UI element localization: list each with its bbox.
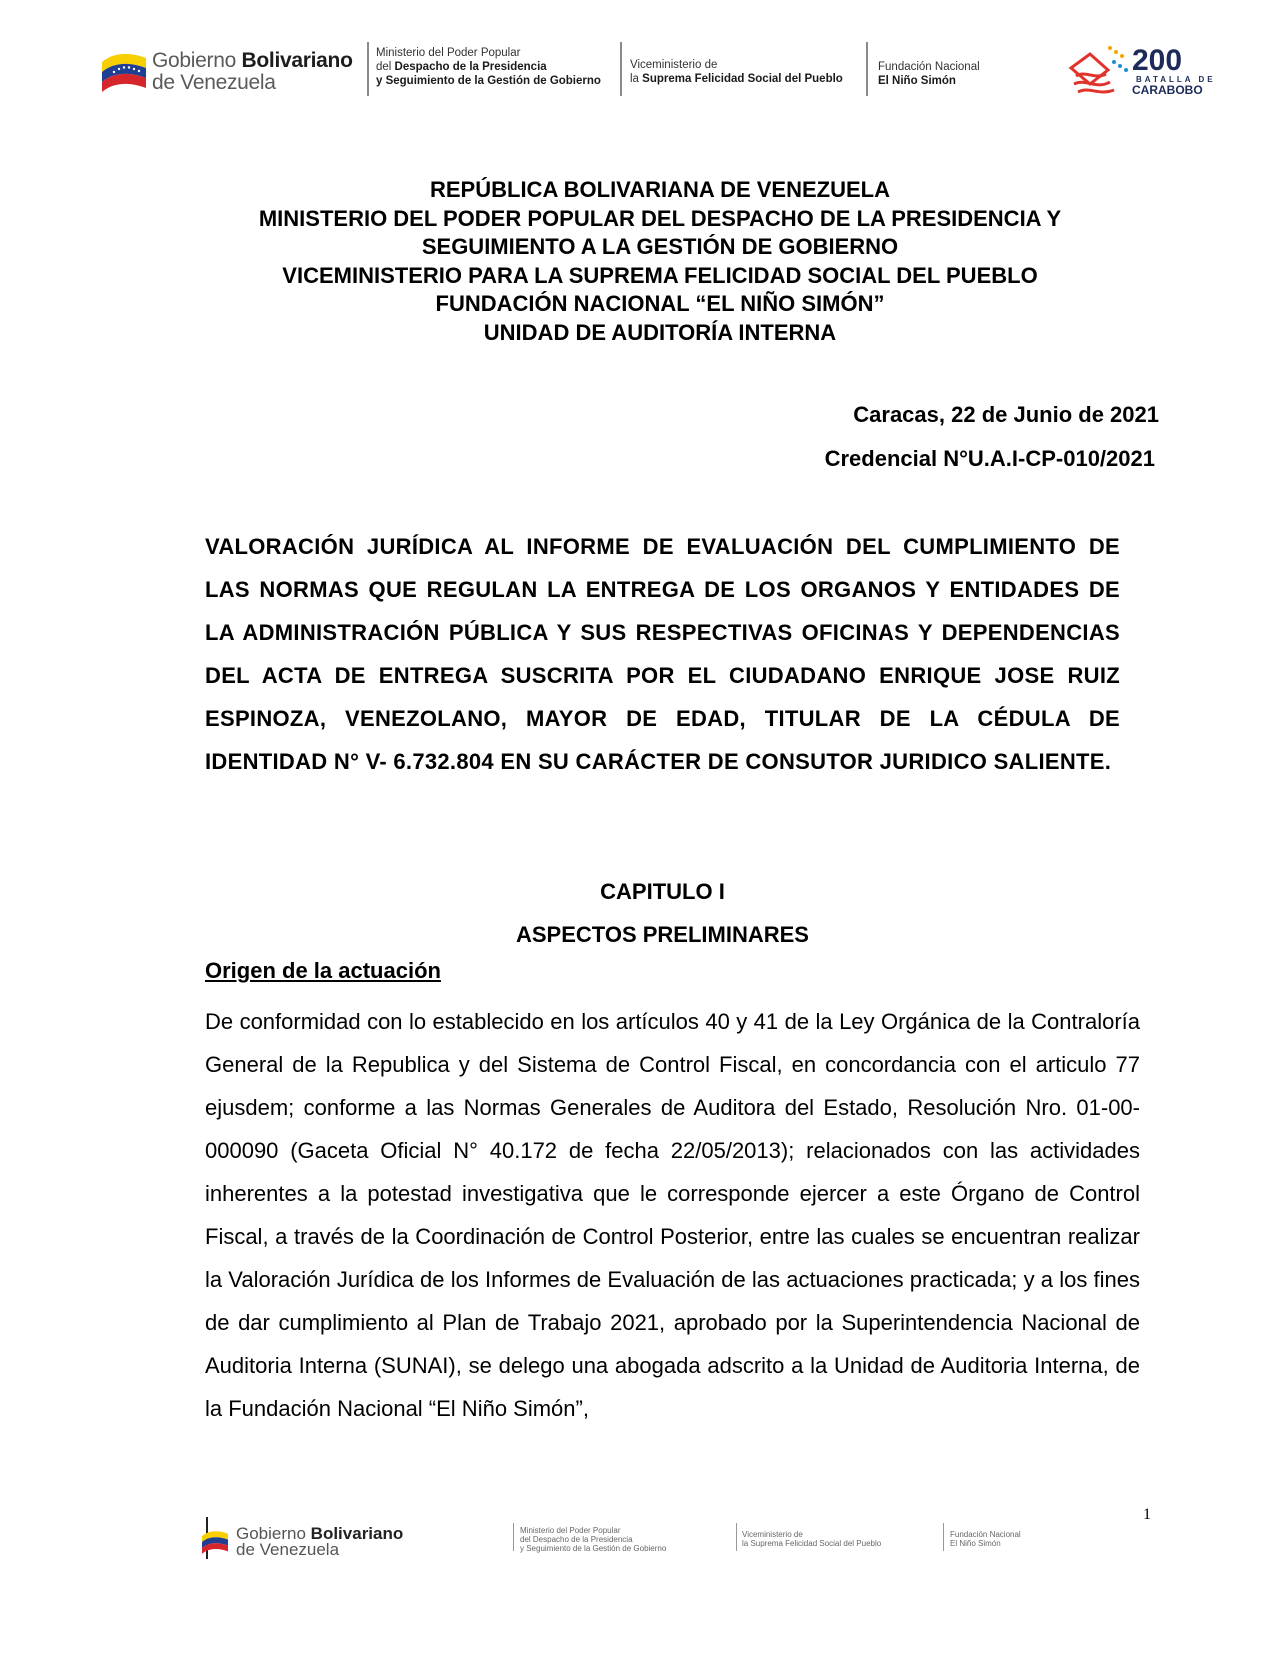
page-header [0,38,1280,108]
section-heading: Origen de la actuación [205,958,441,983]
date-line: Caracas, 22 de Junio de 2021 [853,402,1159,427]
institution-heading [160,176,1160,347]
institution-line: FUNDACIÓN NACIONAL “EL NIÑO SIMÓN” [435,291,885,316]
svg-text:200: 200 [1132,44,1183,77]
header-divider [367,42,369,96]
institution-line: MINISTERIO DEL PODER POPULAR DEL DESPACHO DE LA PRESIDENCIA Y [258,205,1062,231]
svg-text:BATALLA DE: BATALLA DE [1136,75,1216,84]
gobierno-bolivariano-logo [100,44,365,100]
institution-line: SEGUIMIENTO A LA GESTIÓN DE GOBIERNO [421,234,899,259]
footer-ministerio-label: Ministerio del Poder Popular del Despacho de la Presidencia y Seguimiento de la Gestión de Gobierno [520,1526,667,1553]
footer-divider [943,1523,944,1551]
footer-divider [736,1523,737,1551]
gobierno-wordmark: Gobierno Bolivariano de Venezuela [152,49,353,94]
chapter-heading [205,870,1120,956]
institution-line: VICEMINISTERIO PARA LA SUPREMA FELICIDAD SOCIAL DEL PUEBLO [282,262,1038,288]
footer-divider [513,1523,514,1551]
carabobo-wave-icon [1071,46,1128,92]
body-paragraph: De conformidad con lo establecido en los artículos 40 y 41 de la Ley Orgánica de la Contraloría General de la Republica y del Sistema de Control Fiscal, en concordancia con el articulo 77 ejusdem; conforme a las Normas Generales de Auditora del Estado, Resolución Nro. 01-00-000090 (Gaceta Oficial N° 40.172 de fecha 22/05/2013); relacionados con las actividades inherentes a la potestad investigativa que le corresponde ejercer a este Órgano de Control Fiscal, a través de la Coordinación de Control Posterior, entre las cuales se encuentran realizar la Valoración Jurídica de los Informes de Evaluación de las actuaciones practicada; y a los fines de dar cumplimiento al Plan de Trabajo 2021, aprobado por la Superintendencia Nacional de Auditoria Interna (SUNAI), se delego una abogada adscrito a la Unidad de Auditoria Interna, de la Fundación Nacional “El Niño Simón”, [205,1009,1140,1421]
viceministerio-label: Viceministerio de la Suprema Felicidad Social del Pueblo [630,59,843,85]
footer-gobierno-wordmark: Gobierno Bolivariano de Venezuela [236,1524,404,1559]
institution-line: REPÚBLICA BOLIVARIANA DE VENEZUELA [430,177,890,202]
page-footer [0,1517,1280,1565]
fundacion-label: Fundación Nacional El Niño Simón [878,61,980,87]
chapter-number: CAPITULO I [600,879,725,904]
footer-viceministerio-label: Viceministerio de la Suprema Felicidad Social del Pueblo [742,1530,882,1548]
ministerio-label: Ministerio del Poder Popular del Despacho de la Presidencia y Seguimiento de la Gestión de Gobierno [376,47,601,87]
institution-line: UNIDAD DE AUDITORÍA INTERNA [483,319,837,345]
footer-fundacion-label: Fundación Nacional El Niño Simón [950,1530,1021,1548]
document-subject: VALORACIÓN JURÍDICA AL INFORME DE EVALUACIÓN DEL CUMPLIMIENTO DE LAS NORMAS QUE REGULAN LA ENTREGA DE LOS ORGANOS Y ENTIDADES DE LA ADMINISTRACIÓN PÚBLICA Y SUS RESPECTIVAS OFICINAS Y DEPENDENCIAS DEL ACTA DE ENTREGA SUSCRITA POR EL CIUDADANO ENRIQUE JOSE RUIZ ESPINOZA, VENEZOLANO, MAYOR DE EDAD, TITULAR DE LA CÉDULA DE IDENTIDAD N° V- 6.732.804 EN SU CARÁCTER DE CONSUTOR JURIDICO SALIENTE. [205,534,1120,774]
header-divider [620,42,622,96]
header-divider [866,42,868,96]
credential-number: Credencial N°U.A.I-CP-010/2021 [824,446,1155,471]
svg-text:CARABOBO: CARABOBO [1132,83,1203,97]
bicentenario-carabobo-logo [1068,40,1218,100]
chapter-title: ASPECTOS PRELIMINARES [516,922,809,947]
venezuela-flag-icon [200,1529,230,1555]
venezuela-flag-icon [100,50,148,94]
page-number: 1 [1143,1506,1151,1523]
